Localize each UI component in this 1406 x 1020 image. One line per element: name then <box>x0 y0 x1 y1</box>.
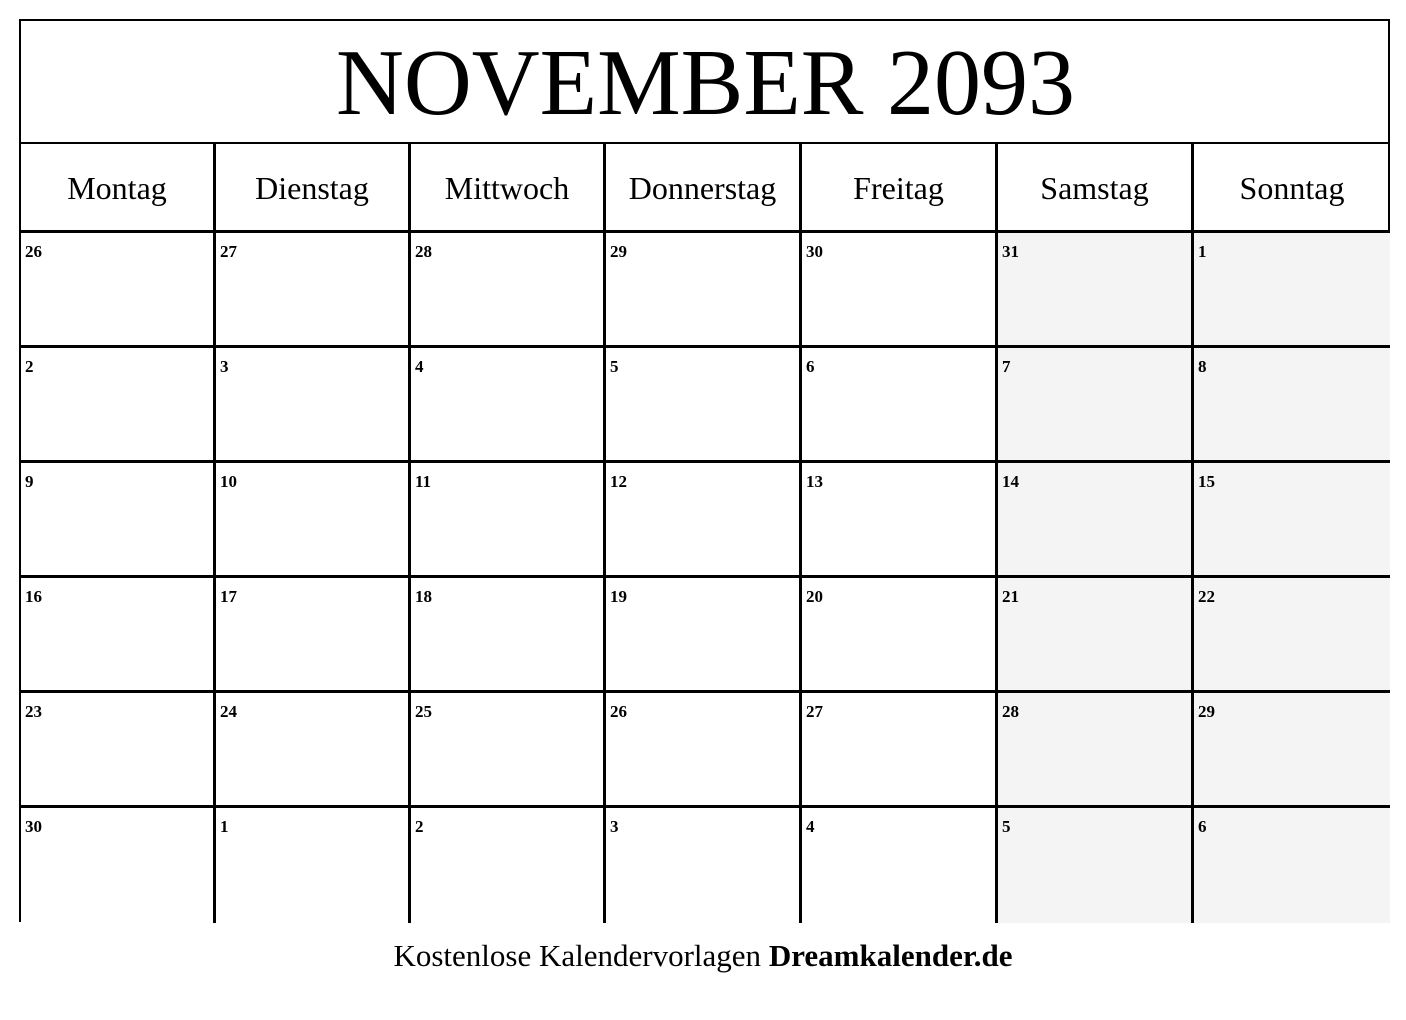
weekday-header-sunday: Sonntag <box>1194 144 1390 233</box>
footer-credit <box>0 938 1406 974</box>
day-number: 28 <box>1002 702 1019 721</box>
day-cell <box>216 693 411 808</box>
day-number: 22 <box>1198 587 1215 606</box>
day-cell <box>411 578 606 693</box>
day-number: 16 <box>25 587 42 606</box>
day-cell <box>606 233 802 348</box>
day-cell <box>21 578 216 693</box>
day-number: 15 <box>1198 472 1215 491</box>
day-number: 6 <box>806 357 815 376</box>
day-number: 10 <box>220 472 237 491</box>
weekday-header-wednesday: Mittwoch <box>411 144 606 233</box>
day-number: 6 <box>1198 817 1207 836</box>
day-cell-weekend <box>998 233 1194 348</box>
day-cell <box>216 233 411 348</box>
day-number: 3 <box>610 817 619 836</box>
weekday-header-monday: Montag <box>21 144 216 233</box>
footer-text: Kostenlose Kalendervorlagen <box>393 938 769 973</box>
day-number: 11 <box>415 472 432 491</box>
day-cell <box>606 348 802 463</box>
day-number: 17 <box>220 587 237 606</box>
day-cell <box>21 233 216 348</box>
day-cell-weekend <box>998 808 1194 923</box>
day-cell <box>411 808 606 923</box>
day-cell <box>216 808 411 923</box>
calendar-title: NOVEMBER 2093 <box>21 21 1390 144</box>
day-number: 26 <box>610 702 627 721</box>
day-cell <box>411 233 606 348</box>
day-number: 2 <box>25 357 34 376</box>
day-number: 29 <box>610 242 627 261</box>
day-cell <box>411 463 606 578</box>
day-cell <box>216 463 411 578</box>
day-cell <box>21 808 216 923</box>
day-number: 12 <box>610 472 627 491</box>
day-cell-weekend <box>1194 348 1390 463</box>
day-number: 1 <box>1198 242 1207 261</box>
day-cell-weekend <box>998 348 1194 463</box>
day-cell <box>606 578 802 693</box>
day-cell <box>802 463 998 578</box>
day-cell <box>411 348 606 463</box>
day-number: 5 <box>610 357 619 376</box>
day-cell-weekend <box>1194 693 1390 808</box>
day-cell <box>606 808 802 923</box>
day-number: 31 <box>1002 242 1019 261</box>
day-cell <box>411 693 606 808</box>
day-number: 4 <box>806 817 815 836</box>
day-number: 2 <box>415 817 424 836</box>
day-number: 7 <box>1002 357 1011 376</box>
day-number: 30 <box>806 242 823 261</box>
day-cell <box>21 348 216 463</box>
day-number: 14 <box>1002 472 1019 491</box>
day-number: 9 <box>25 472 34 491</box>
day-cell-weekend <box>1194 808 1390 923</box>
day-cell <box>802 693 998 808</box>
day-number: 26 <box>25 242 42 261</box>
day-cell-weekend <box>1194 578 1390 693</box>
day-number: 1 <box>220 817 229 836</box>
day-number: 29 <box>1198 702 1215 721</box>
day-number: 23 <box>25 702 42 721</box>
day-cell-weekend <box>1194 463 1390 578</box>
day-number: 5 <box>1002 817 1011 836</box>
day-cell <box>21 693 216 808</box>
day-number: 3 <box>220 357 229 376</box>
day-cell-weekend <box>998 693 1194 808</box>
day-number: 21 <box>1002 587 1019 606</box>
day-cell-weekend <box>998 578 1194 693</box>
day-cell <box>802 233 998 348</box>
day-number: 8 <box>1198 357 1207 376</box>
calendar-grid <box>19 19 1390 922</box>
day-cell-weekend <box>998 463 1194 578</box>
day-cell <box>606 463 802 578</box>
weekday-header-friday: Freitag <box>802 144 998 233</box>
day-number: 24 <box>220 702 237 721</box>
day-number: 13 <box>806 472 823 491</box>
footer-brand-link[interactable]: Dreamkalender.de <box>768 938 1013 973</box>
day-cell <box>21 463 216 578</box>
day-number: 28 <box>415 242 432 261</box>
weekday-header-thursday: Donnerstag <box>606 144 802 233</box>
weekday-header-saturday: Samstag <box>998 144 1194 233</box>
day-cell <box>216 578 411 693</box>
day-number: 20 <box>806 587 823 606</box>
day-cell <box>216 348 411 463</box>
day-number: 30 <box>25 817 42 836</box>
day-number: 27 <box>806 702 823 721</box>
day-number: 4 <box>415 357 424 376</box>
day-number: 25 <box>415 702 432 721</box>
day-cell <box>802 578 998 693</box>
day-number: 18 <box>415 587 432 606</box>
day-cell-weekend <box>1194 233 1390 348</box>
weekday-header-tuesday: Dienstag <box>216 144 411 233</box>
day-number: 27 <box>220 242 237 261</box>
day-number: 19 <box>610 587 627 606</box>
day-cell <box>802 348 998 463</box>
day-cell <box>802 808 998 923</box>
day-cell <box>606 693 802 808</box>
